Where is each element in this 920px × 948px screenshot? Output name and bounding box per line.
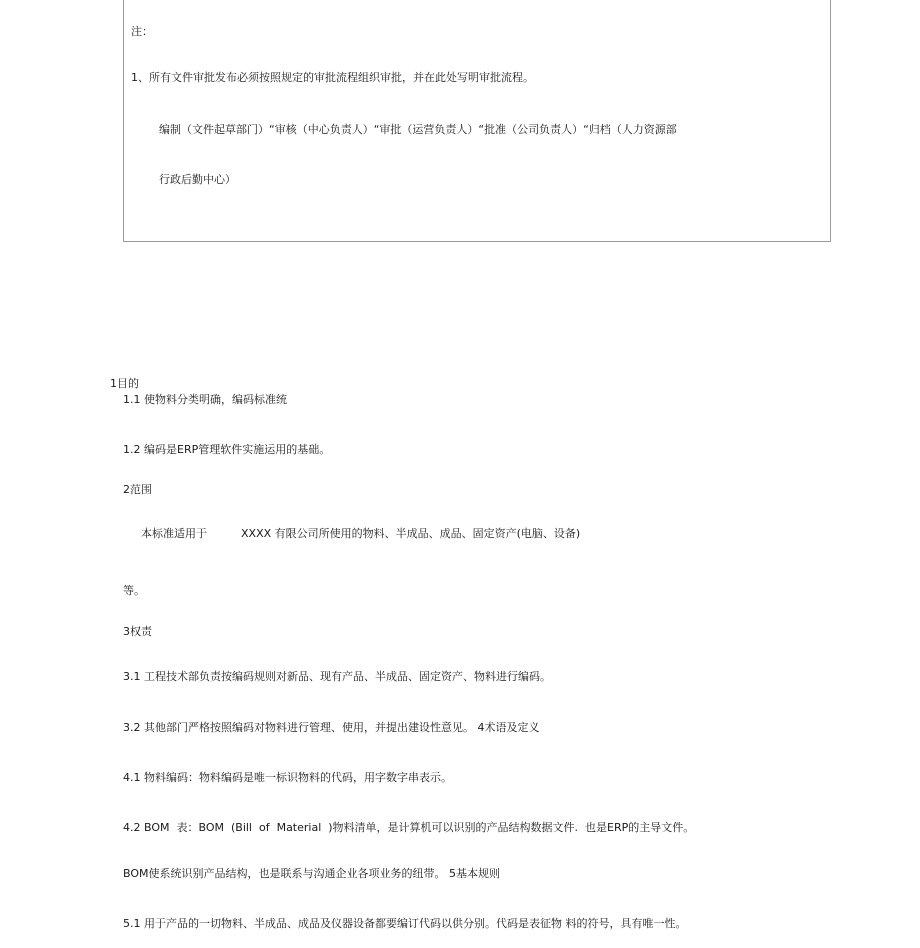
approval-flow-line-1: 编制（文件起草部门）“审核（中心负责人）“审批（运营负责人）“批准（公司负责人）“归档（人力资源部 <box>159 123 677 136</box>
section-2-text-c: 等。 <box>123 584 145 597</box>
section-4-2: 4.2 BOM 表：BOM (Bill of Material )物料清单，是计算机可以识别的产品结构数据文件. 也是ERP的主导文件。 <box>123 821 695 834</box>
section-4-2-continued: BOM使系统识别产品结构，也是联系与沟通企业各项业务的纽带。 5基本规则 <box>123 867 500 880</box>
section-2-text-b: XXXX 有限公司所使用的物料、半成品、成品、固定资产(电脑、设备) <box>241 527 581 540</box>
section-4-1: 4.1 物料编码：物料编码是唯一标识物料的代码，用字数字串表示。 <box>123 771 452 784</box>
section-2-text-a: 本标准适用于 <box>141 527 207 540</box>
section-5-1: 5.1 用于产品的一切物料、半成品、成品及仪器设备都要编订代码以供分别。代码是表征物 料的符号，具有唯一性。 <box>123 917 687 930</box>
section-3-title: 3权责 <box>123 625 152 638</box>
section-3-1: 3.1 工程技术部负责按编码规则对新品、现有产品、半成品、固定资产、物料进行编码。 <box>123 670 551 683</box>
approval-note-box <box>123 0 831 242</box>
section-3-2: 3.2 其他部门严格按照编码对物料进行管理、使用，并提出建设性意见。 4术语及定义 <box>123 721 540 734</box>
section-1-1: 1.1 使物料分类明确，编码标准统 <box>123 393 287 406</box>
note-item-1: 1、所有文件审批发布必须按照规定的审批流程组织审批，并在此处写明审批流程。 <box>131 71 534 84</box>
section-1-2: 1.2 编码是ERP管理软件实施运用的基础。 <box>123 443 331 456</box>
approval-flow-line-2: 行政后勤中心） <box>159 173 236 186</box>
section-1-title: 1目的 <box>110 377 139 390</box>
section-2-title: 2范围 <box>123 483 152 496</box>
note-label: 注： <box>131 25 153 38</box>
